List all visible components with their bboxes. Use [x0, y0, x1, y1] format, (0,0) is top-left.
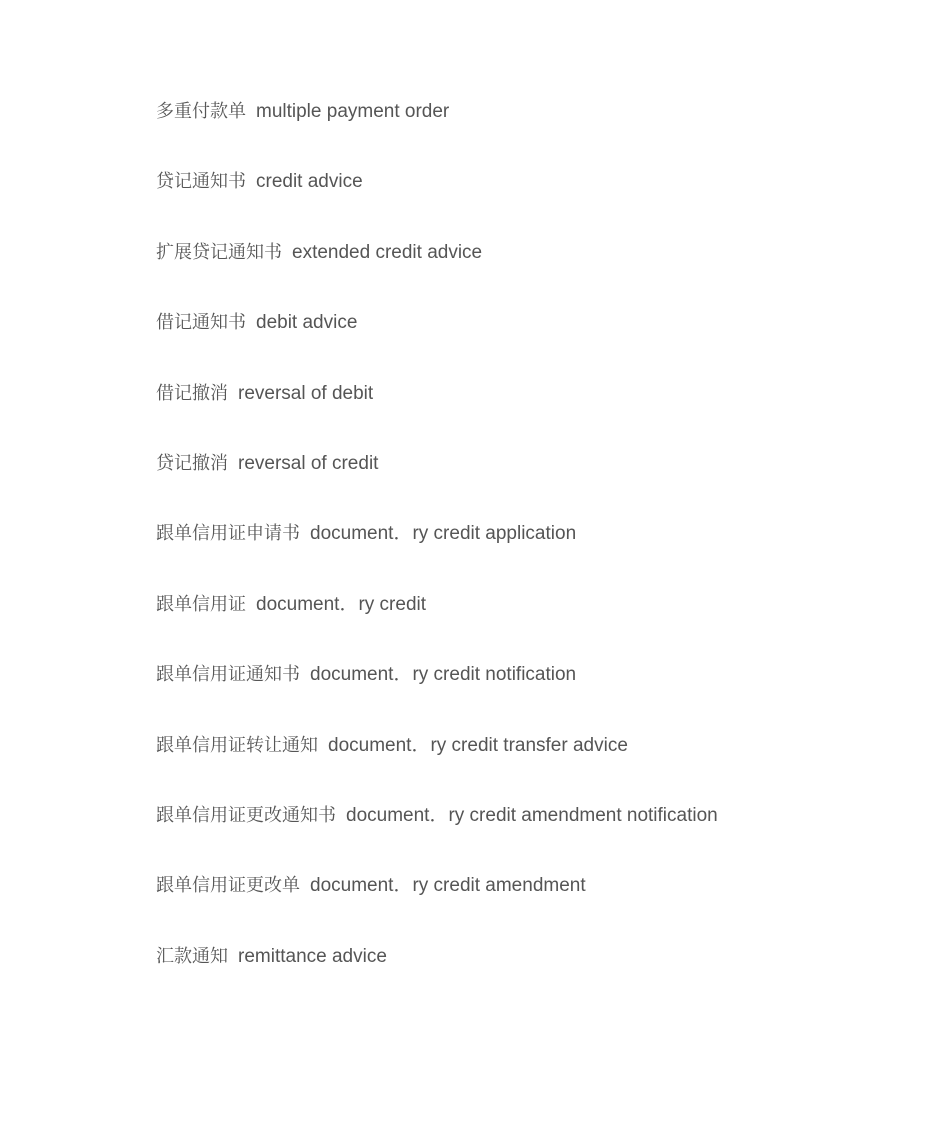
glossary-entry — [156, 943, 718, 1013]
glossary-entry — [156, 98, 718, 168]
term-english: remittance advice — [238, 945, 387, 967]
term-chinese: 贷记撤消 — [156, 452, 228, 474]
term-english: document．ry credit — [256, 593, 427, 615]
glossary-entry — [156, 520, 718, 590]
glossary-entry — [156, 239, 718, 309]
term-chinese: 借记通知书 — [156, 312, 246, 334]
term-english: reversal of credit — [238, 452, 379, 474]
glossary-entry — [156, 661, 718, 731]
term-chinese: 跟单信用证更改通知书 — [156, 804, 336, 826]
term-english: document．ry credit notification — [310, 664, 577, 686]
term-chinese: 汇款通知 — [156, 945, 228, 967]
glossary-entry — [156, 309, 718, 379]
term-chinese: 跟单信用证 — [156, 593, 246, 615]
term-english: reversal of debit — [238, 382, 374, 404]
term-chinese: 借记撤消 — [156, 382, 228, 404]
term-chinese: 跟单信用证申请书 — [156, 523, 300, 545]
term-chinese: 跟单信用证更改单 — [156, 875, 300, 897]
term-english: document．ry credit transfer advice — [328, 734, 628, 756]
term-chinese: 跟单信用证通知书 — [156, 664, 300, 686]
glossary-entry — [156, 802, 718, 872]
glossary-entry — [156, 450, 718, 520]
term-chinese: 贷记通知书 — [156, 171, 246, 193]
term-chinese: 扩展贷记通知书 — [156, 241, 282, 263]
glossary-entry — [156, 168, 718, 238]
term-english: debit advice — [256, 312, 358, 334]
term-chinese: 跟单信用证转让通知 — [156, 734, 318, 756]
term-english: multiple payment order — [256, 101, 450, 122]
term-english: document．ry credit application — [310, 523, 577, 545]
term-english: credit advice — [256, 171, 363, 193]
term-english: document．ry credit amendment — [310, 875, 586, 897]
term-english: extended credit advice — [292, 241, 483, 263]
glossary-entry — [156, 872, 718, 942]
glossary-entry — [156, 591, 718, 661]
glossary-entry — [156, 380, 718, 450]
glossary-list — [156, 98, 718, 1013]
term-english: document．ry credit amendment notification — [346, 804, 718, 826]
term-chinese: 多重付款单 — [156, 101, 246, 122]
glossary-entry — [156, 732, 718, 802]
